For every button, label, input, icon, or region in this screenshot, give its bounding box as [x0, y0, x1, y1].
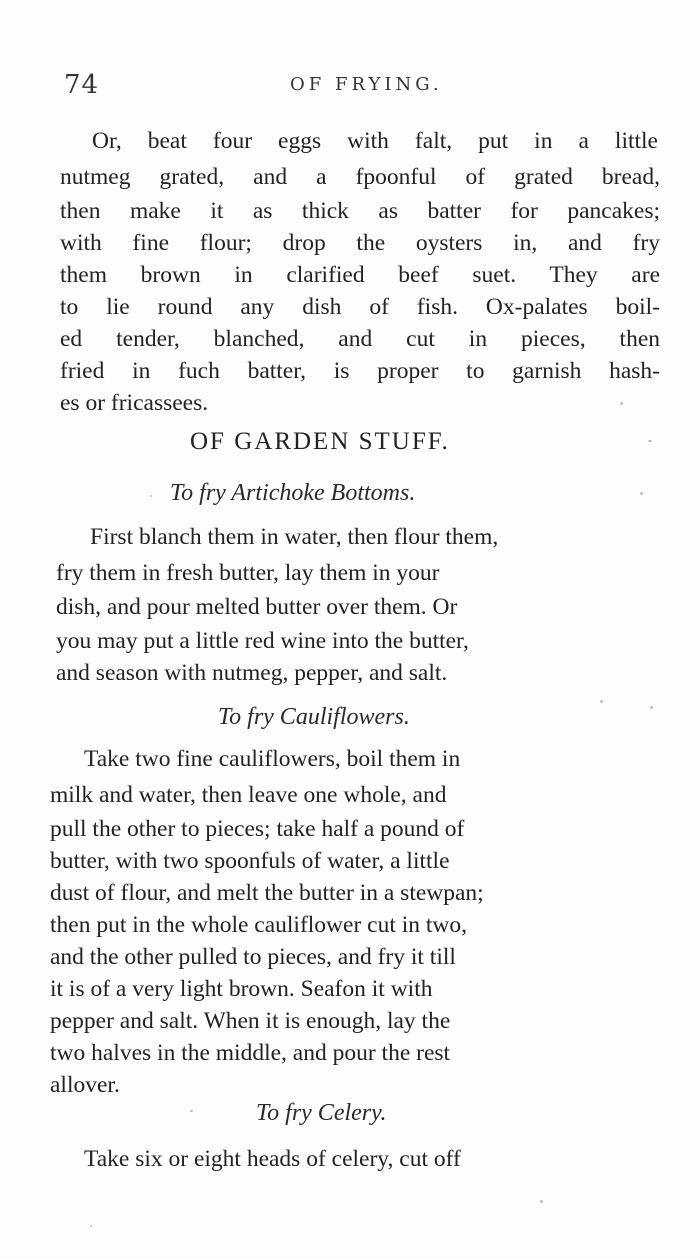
text-line: First blanch them in water, then flour them, [90, 524, 499, 550]
text-line: pepper and salt. When it is enough, lay the [50, 1008, 451, 1034]
text-line: milk and water, then leave one whole, and [50, 782, 447, 808]
text-line: you may put a little red wine into the butter, [56, 628, 469, 654]
text-line: and season with nutmeg, pepper, and salt. [56, 660, 448, 686]
text-line: then put in the whole cauliflower cut in two, [50, 912, 468, 938]
paper-speckle [150, 495, 152, 497]
text-line: dish, and pour melted butter over them. Or [56, 594, 458, 620]
text-line: ed tender, blanched, and cut in pieces, then [60, 326, 660, 352]
text-line: nutmeg grated, and a fpoonful of grated bread, [60, 164, 660, 190]
text-line: them brown in clarified beef suet. They are [60, 262, 660, 288]
text-line: Take two fine cauliflowers, boil them in [84, 746, 461, 772]
text-line: butter, with two spoonfuls of water, a little [50, 848, 450, 874]
text-line: pull the other to pieces; take half a pound of [50, 816, 465, 842]
text-line: with fine flour; drop the oysters in, and fry [60, 230, 660, 256]
text-line: Take six or eight heads of celery, cut off [84, 1146, 461, 1172]
paper-speckle [90, 1225, 92, 1227]
paper-speckle [600, 700, 603, 703]
paper-speckle [640, 492, 643, 495]
paper-speckle [648, 440, 652, 442]
text-line: and the other pulled to pieces, and fry it till [50, 944, 456, 970]
text-line: Or, beat four eggs with falt, put in a little [92, 128, 658, 154]
paper-speckle [190, 1110, 193, 1112]
artichoke-heading: To fry Artichoke Bottoms. [170, 480, 416, 506]
paper-speckle [650, 706, 653, 709]
page-number: 74 [64, 70, 100, 100]
cauliflowers-heading: To fry Cauliflowers. [218, 704, 410, 730]
paper-speckle [540, 1200, 543, 1203]
running-head: OF FRYING. [290, 74, 443, 95]
section-title: OF GARDEN STUFF. [190, 428, 450, 455]
celery-heading: To fry Celery. [256, 1100, 387, 1126]
text-line: es or fricassees. [60, 390, 209, 416]
text-line: it is of a very light brown. Seafon it with [50, 976, 433, 1002]
text-line: fry them in fresh butter, lay them in your [56, 560, 440, 586]
paper-speckle [620, 402, 623, 405]
text-line: allover. [50, 1072, 120, 1098]
text-line: dust of flour, and melt the butter in a stewpan; [50, 880, 484, 906]
text-line: then make it as thick as batter for pancakes; [60, 198, 660, 224]
text-line: fried in fuch batter, is proper to garnish hash- [60, 358, 660, 384]
text-line: two halves in the middle, and pour the rest [50, 1040, 451, 1066]
text-line: to lie round any dish of fish. Ox-palates boil- [60, 294, 660, 320]
